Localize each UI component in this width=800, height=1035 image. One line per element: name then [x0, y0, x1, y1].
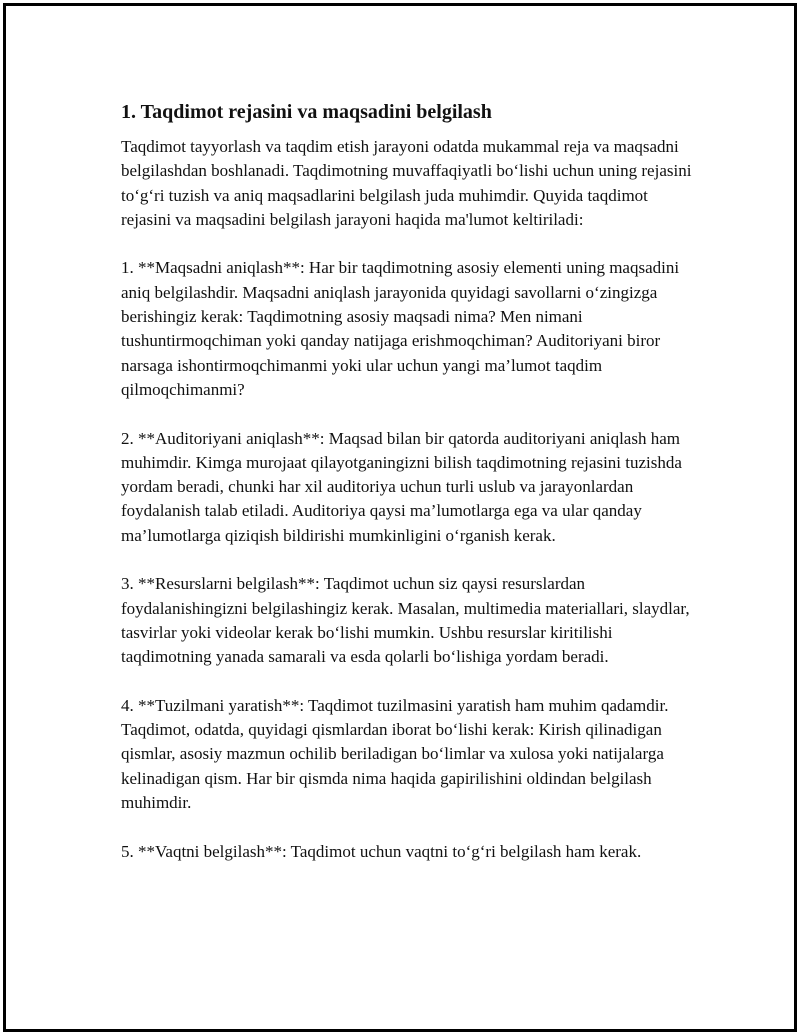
list-item: 3. **Resurslarni belgilash**: Taqdimot uchun siz qaysi resurslardan foydalanishingizni belgilashingiz kerak. Masalan, multimedia materiallari, slaydlar, tasvirlar yoki videolar kerak bo‘lishi mumkin. Ushbu resurslar kiritilishi taqdimotning yanada samarali va esda qolarli bo‘lishiga yordam beradi.: [121, 574, 690, 667]
list-item: 5. **Vaqtni belgilash**: Taqdimot uchun vaqtni to‘g‘ri belgilash ham kerak.: [121, 841, 642, 861]
intro-paragraph: Taqdimot tayyorlash va taqdim etish jarayoni odatda mukammal reja va maqsadni belgilashdan boshlanadi. Taqdimotning muvaffaqiyatli bo‘lishi uchun uning rejasini to‘g‘ri tuzish va aniq maqsadlarini belgilash juda muhimdir. Quyida taqdimot rejasini va maqsadini belgilash jarayoni haqida ma'lumot keltiriladi:: [121, 137, 692, 229]
document-title: 1. Taqdimot rejasini va maqsadini belgilash: [121, 101, 492, 123]
page-frame: [3, 3, 797, 1032]
list-item: 1. **Maqsadni aniqlash**: Har bir taqdimotning asosiy elementi uning maqsadini aniq belgilashdir. Maqsadni aniqlash jarayonida quyidagi savollarni o‘zingizga berishingiz kerak: Taqdimotning asosiy maqsadi nima? Men nimani tushuntirmoqchiman yoki qanday natijaga erishmoqchiman? Auditoriyani biror narsaga ishontirmoqchimanmi yoki ular uchun yangi ma’lumot taqdim qilmoqchimanmi?: [121, 258, 680, 399]
document-body: [121, 98, 701, 888]
list-item: 4. **Tuzilmani yaratish**: Taqdimot tuzilmasini yaratish ham muhim qadamdir. Taqdimot, odatda, quyidagi qismlardan iborat bo‘lishi kerak: Kirish qilinadigan qismlar, asosiy mazmun ochilib beriladigan bo‘limlar va xulosa yoki natijalarga kelinadigan qism. Har bir qismda nima haqida gapirilishini oldindan belgilash muhimdir.: [121, 695, 669, 813]
list-item: 2. **Auditoriyani aniqlash**: Maqsad bilan bir qatorda auditoriyani aniqlash ham muhimdir. Kimga murojaat qilayotganingizni bilish taqdimotning rejasini tuzishda yordam beradi, chunki har xil auditoriya uchun turli uslub va jarayonlardan foydalanish talab etiladi. Auditoriya qaysi ma’lumotlarga ega va ular qanday ma’lumotlarga qiziqish bildirishi mumkinligini o‘rganish kerak.: [121, 428, 682, 545]
